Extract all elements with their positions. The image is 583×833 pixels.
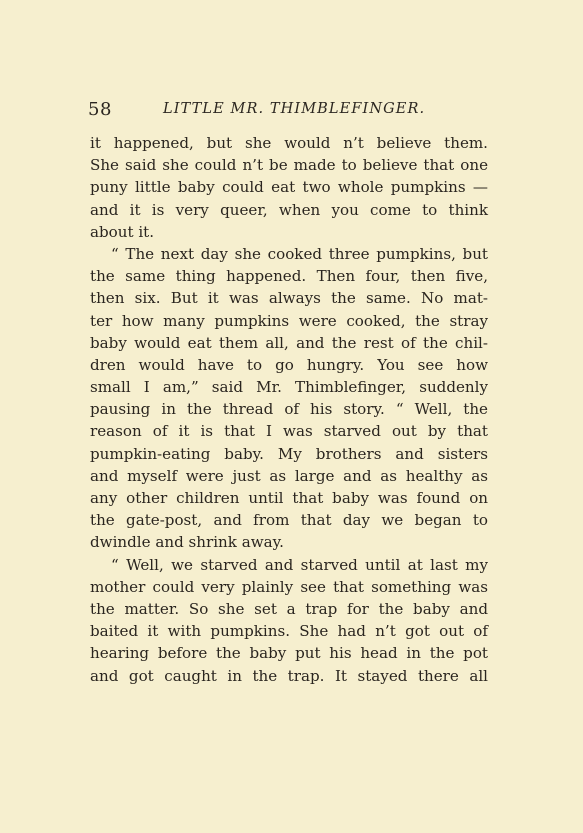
- text-line: then six. But it was always the same. No mat-: [90, 289, 488, 308]
- text-line: about it.: [90, 222, 155, 241]
- text-line: “ The next day she cooked three pumpkins, but: [111, 244, 488, 263]
- text-line: any other children until that baby was found on: [90, 489, 488, 507]
- text-line: small I am,” said Mr. Thimblefinger, suddenly: [90, 378, 488, 397]
- text-line: “ Well, we starved and starved until at last my: [111, 555, 488, 574]
- text-line: it happened, but she would n’t believe them.: [90, 134, 488, 152]
- text-line: reason of it is that I was starved out by that: [90, 422, 488, 441]
- text-line: the same thing happened. Then four, then five,: [90, 267, 488, 286]
- body-text: [90, 132, 488, 687]
- text-line: She said she could n’t be made to believe that one: [90, 156, 488, 175]
- text-line: mother could very plainly see that something was: [90, 577, 488, 596]
- text-line: the matter. So she set a trap for the baby and: [90, 599, 488, 618]
- text-line: ter how many pumpkins were cooked, the stray: [90, 311, 488, 330]
- text-line: and it is very queer, when you come to think: [90, 200, 488, 219]
- text-line: dren would have to go hungry. You see how: [90, 355, 488, 374]
- page-number: 58: [88, 99, 112, 120]
- running-title: LITTLE MR. THIMBLEFINGER.: [163, 101, 426, 117]
- text-line: puny little baby could eat two whole pumpkins —: [90, 178, 488, 197]
- text-line: baited it with pumpkins. She had n’t got out of: [90, 622, 488, 641]
- text-line: dwindle and shrink away.: [90, 533, 284, 552]
- text-line: pumpkin-eating baby. My brothers and sisters: [90, 444, 488, 463]
- text-line: and myself were just as large and as healthy as: [90, 466, 488, 485]
- text-line: hearing before the baby put his head in the pot: [90, 644, 488, 663]
- text-line: baby would eat them all, and the rest of the chil-: [90, 333, 488, 352]
- page-header: [88, 99, 488, 123]
- text-line: pausing in the thread of his story. “ Well, the: [90, 400, 488, 419]
- text-line: and got caught in the trap. It stayed there all: [90, 666, 488, 685]
- text-line: the gate-post, and from that day we began to: [90, 511, 488, 530]
